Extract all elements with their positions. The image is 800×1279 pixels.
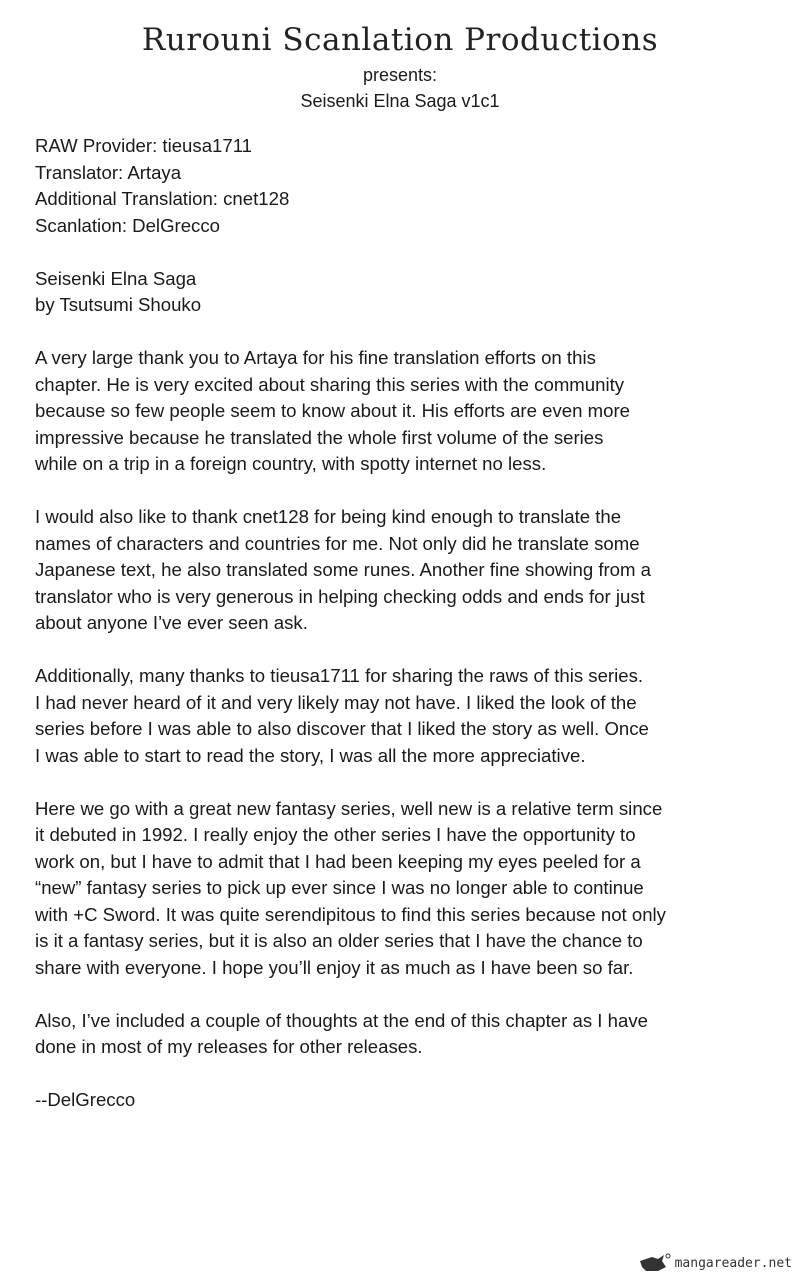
series-author: by Tsutsumi Shouko — [35, 294, 202, 315]
watermark — [638, 1253, 792, 1273]
mascot-logo-icon — [638, 1253, 672, 1273]
paragraph — [35, 796, 775, 982]
paragraph-line: Also, I’ve included a couple of thoughts at the end of this chapter as I have — [35, 1009, 648, 1031]
series-name: Seisenki Elna Saga — [35, 267, 197, 289]
paragraph-line: I would also like to thank cnet128 for being kind enough to translate the — [35, 506, 622, 527]
paragraph-line: done in most of my releases for other releases. — [35, 1036, 423, 1057]
credit-line: Translator: Artaya — [35, 161, 182, 183]
credit-line: Additional Translation: cnet128 — [35, 188, 290, 209]
credit-line: RAW Provider: tieusa1711 — [35, 135, 253, 156]
paragraph-line: it debuted in 1992. I really enjoy the other series I have the opportunity to — [35, 824, 636, 845]
paragraph-line: Here we go with a great new fantasy series, well new is a relative term since — [35, 797, 663, 819]
paragraph-line: I was able to start to read the story, I was all the more appreciative. — [35, 744, 586, 766]
presents-label: presents: — [362, 65, 438, 85]
paragraph-line: translator who is very generous in helping checking odds and ends for just — [35, 585, 645, 607]
signature: --DelGrecco — [35, 1089, 136, 1110]
paragraph — [35, 1008, 775, 1061]
paragraph-line: chapter. He is very excited about sharing this series with the community — [35, 373, 625, 395]
paragraph-line: impressive because he translated the whole first volume of the series — [35, 426, 604, 448]
paragraph — [35, 345, 775, 478]
chapter-title: Seisenki Elna Saga v1c1 — [300, 91, 500, 111]
paragraph-line: Japanese text, he also translated some runes. Another fine showing from a — [35, 559, 652, 580]
paragraph-line: I had never heard of it and very likely may not have. I liked the look of the — [35, 691, 637, 713]
paragraph-line: with +C Sword. It was quite serendipitous to find this series because not only — [35, 903, 666, 925]
paragraph-line: “new” fantasy series to pick up ever since I was no longer able to continue — [35, 877, 644, 898]
paragraph — [35, 504, 775, 637]
watermark-text: mangareader.net — [674, 1255, 792, 1271]
paragraph-line: share with everyone. I hope you’ll enjoy it as much as I have been so far. — [35, 956, 634, 978]
credit-line: Scanlation: DelGrecco — [35, 214, 220, 236]
paragraph — [35, 663, 775, 769]
paragraph-line: series before I was able to also discover that I liked the story as well. Once — [35, 718, 649, 739]
paragraph-line: about anyone I’ve ever seen ask. — [35, 612, 308, 633]
paragraph-line: is it a fantasy series, but it is also an older series that I have the chance to — [35, 930, 643, 951]
paragraph-line: while on a trip in a foreign country, with spotty internet no less. — [35, 453, 547, 474]
paragraph-line: names of characters and countries for me. Not only did he translate some — [35, 532, 640, 554]
page-title: Rurouni Scanlation Productions — [141, 22, 659, 58]
document-body — [35, 133, 775, 1114]
paragraph-line: Additionally, many thanks to tieusa1711 for sharing the raws of this series. — [35, 665, 644, 686]
paragraph-line: A very large thank you to Artaya for his fine translation efforts on this — [35, 347, 596, 368]
paragraph-line: because so few people seem to know about it. His efforts are even more — [35, 400, 630, 421]
paragraph-line: work on, but I have to admit that I had been keeping my eyes peeled for a — [35, 850, 641, 872]
